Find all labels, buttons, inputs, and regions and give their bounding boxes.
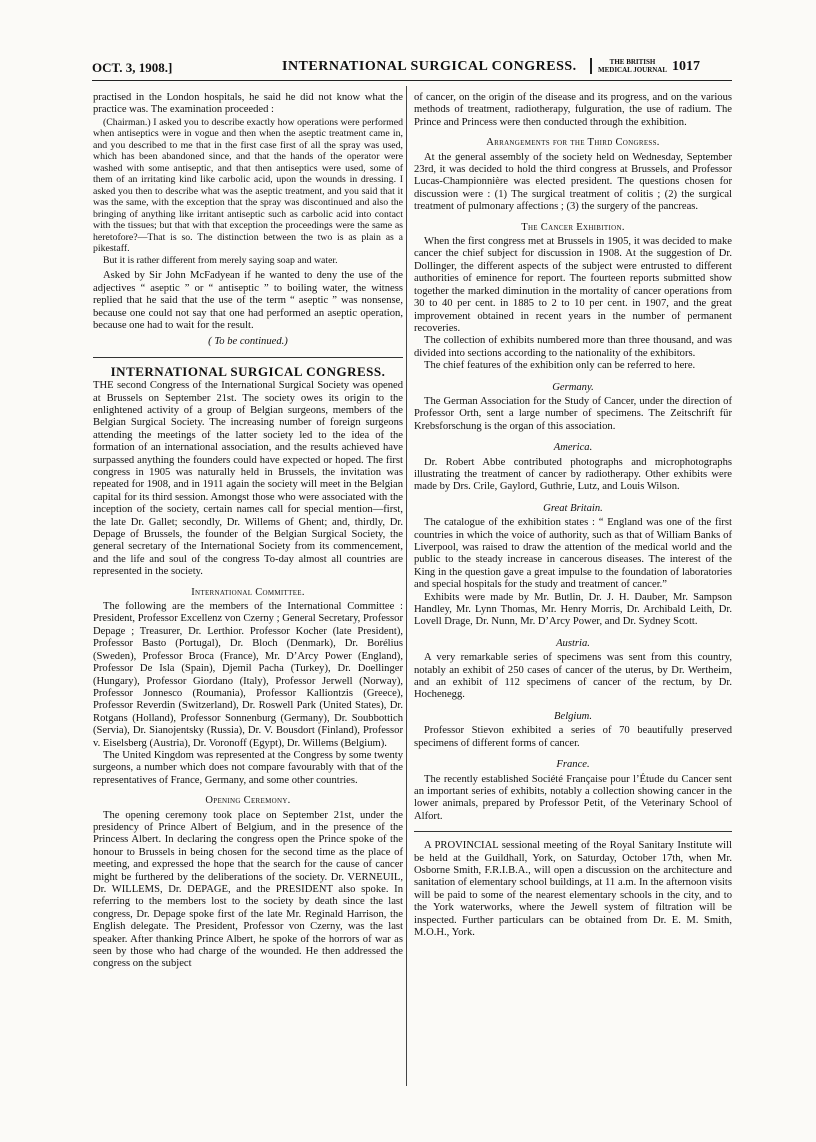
left-column <box>93 92 403 971</box>
paragraph: The collection of exhibits numbered more than three thousand, and was divided into sections according to the nationality of the exhibitors. <box>414 335 732 359</box>
journal-mark-line2: MEDICAL JOURNAL <box>598 66 668 74</box>
paragraph: The catalogue of the exhibition states : “ England was one of the first countries in which the voice of authority, such as that of William Banks of Liverpool, was raised to draw the attention of the medical world and the public to the steady increase in cancerous diseases. The interest of the King in the question gave a great impulse to the foundation of laboratories and special hospitals for the study and treatment of cancer.” <box>414 517 732 591</box>
country-heading: America. <box>553 442 593 454</box>
section-rule <box>93 357 403 358</box>
paragraph: Exhibits were made by Mr. Butlin, Dr. J. H. Dauber, Mr. Sampson Handley, Mr. Lynn Thomas, Mr. Henry Morris, Dr. Archibald Leith, Dr. Lovell Drage, Dr. Nunn, Mr. D’Arcy Power, and Dr. Sydney Scott. <box>414 591 732 628</box>
page-number: 1017 <box>672 59 700 74</box>
subheading: International Committee. <box>191 586 305 598</box>
country-heading: Belgium. <box>554 710 592 722</box>
paragraph: THE second Congress of the International Surgical Society was opened at Brussels on September 21st. The society owes its origin to the enlightened activity of a group of Belgian surgeons, members of the Belgian Surgical Society. The increasing number of foreign surgeons attending the meetings of the latter society led to the idea of the formation of an international association, and the results achieved have surpassed anything the founders could have expected or hoped. The first congress in 1905 was naturally held in Brussels, the invitation was repeated for 1908, and in 1911 again the society will meet in the Belgian capital for its third session. Amongst those who were associated with the inception of the society, certain names call for special mention—first, the late Dr. Gallet; secondly, Dr. Willems of Ghent; and, thirdly, Dr. Depage of Brussels, the founder of the Belgian Surgical Society, the general secretary of the International Society from its commencement, and the life and soul of the congress To-day almost all countries are represented in the society. <box>93 380 403 578</box>
header-rule <box>92 80 732 81</box>
to-be-continued: ( To be continued.) <box>208 336 288 348</box>
right-column <box>414 92 732 939</box>
section-rule <box>414 831 732 832</box>
country-heading: France. <box>556 759 590 771</box>
paragraph: Professor Stievon exhibited a series of 70 beautifully preserved specimens of different forms of cancer. <box>414 725 732 749</box>
country-heading: Great Britain. <box>543 502 603 514</box>
paragraph: The opening ceremony took place on September 21st, under the presidency of Prince Albert of Belgium, and in the presence of the Princess Albert. In declaring the congress open the Prince spoke of the honour to Brussels in being chosen for the second time as the place of meeting, and expressed the hope that the search for the cause of cancer might be furthered by the deliberations of the society. Dr. VERNEUIL, Dr. WILLEMS, Dr. DEPAGE, and the PRESIDENT also spoke. In referring to the members lost to the society by death since the last congress, Dr. Depage spoke first of the late Mr. Reginald Harrison, the English delegate. The President, Professor von Czerny, was the last speaker. After thanking Prince Albert, he spoke of the horrors of war as seen by those who had charge of the wounded. He then addressed the congress on the subject <box>93 809 403 970</box>
notice-paragraph: A PROVINCIAL sessional meeting of the Royal Sanitary Institute will be held at the Guildhall, York, on Saturday, October 17th, when Mr. Osborne Smith, F.R.I.B.A., will open a discussion on the architecture and sanitation of elementary school buildings, at 11 a.m. In the afternoon visits will be paid to some of the nearest elementary schools in the city, and to the York waterworks, where the Jewell system of filtration will be inspected. Further particulars can be obtained from Dr. E. M. Smith, M.O.H., York. <box>414 840 732 938</box>
paragraph: The United Kingdom was represented at the Congress by some twenty surgeons, a number which does not compare favourably with that of the representatives of France, Germany, and some other countries. <box>93 749 403 786</box>
paragraph: Dr. Robert Abbe contributed photographs and microphotographs illustrating the treatment of cancer by radiotherapy. Other exhibits were made by Drs. Crile, Gaylord, Guthrie, Lutz, and Louis Wilson. <box>414 456 732 493</box>
journal-mark <box>590 58 667 74</box>
subheading: Opening Ceremony. <box>205 795 291 807</box>
country-heading: Germany. <box>552 381 594 393</box>
subheading: Arrangements for the Third Congress. <box>486 137 660 149</box>
paragraph: The recently established Société Française pour l’Étude du Cancer sent an important series of exhibits, notably a collection showing cancer in the lower animals, prepared by Professor Petit, of the Veterinary School of Alfort. <box>414 773 732 822</box>
running-title: INTERNATIONAL SURGICAL CONGRESS. <box>282 59 577 74</box>
paragraph: The following are the members of the International Committee : President, Professor Excellenz von Czerny ; General Secretary, Professor Depage ; Treasurer, Dr. Lerthior. Professor Kocher (late President), Professor Basto (Portugal), Dr. Bloch (Denmark), Dr. Borélius (Sweden), Professor Broca (France), Mr. D’Arcy Power (England), Professor De Isla (Spain), Djemil Pacha (Turkey), Dr. Doellinger (Hungary), Professor Giordano (Italy), Professor Jerwell (Norway), Professor Jonnesco (Roumania), Professor Kalliontzis (Greece), Professor Reverdin (Switzerland), Dr. Roswell Park (United States), Dr. Rotgans (Holland), Professor Sonnenburg (Germany), Dr. Soubbottich (Servia), Dr. Sianojentsky (Russia), Dr. V. Bousdort (Finland), Professor v. Eiselsberg (Austria), Dr. Voronoff (Egypt), Dr. Willems (Belgium). <box>93 601 403 749</box>
page-header <box>92 58 732 82</box>
column-divider <box>406 86 407 1086</box>
article-title: INTERNATIONAL SURGICAL CONGRESS. <box>110 363 386 379</box>
paragraph: When the first congress met at Brussels in 1905, it was decided to make cancer the chief subject for discussion in 1908. At the suggestion of Dr. Dollinger, the different aspects of the subject were entrusted to different authorities of eminence for report. The fourteen reports submitted show together the marked diminution in the mortality of cancer operations from 30 to 40 per cent. in 1885 to 2 to 10 per cent. in 1907, and the great improvement obtained in recent years in the number of permanent recoveries. <box>414 236 732 334</box>
paragraph: Asked by Sir John McFadyean if he wanted to deny the use of the adjectives “ aseptic ” or “ antiseptic ” to boiling water, the witness replied that he said that the use of the term “ aseptic ” was nonsense, because one could not say that one had performed an aseptic operation, because one had to wait for the result. <box>93 270 403 331</box>
paragraph: At the general assembly of the society held on Wednesday, September 23rd, it was decided to hold the third congress at Brussels, and Professor Lucas-Championnière was elected president. The questions chosen for discussion were : (1) The surgical treatment of colitis ; (2) the surgical treatment of pulmonary affections ; (3) the surgery of the pancreas. <box>414 151 732 213</box>
paragraph: But it is rather different from merely saying soap and water. <box>103 254 338 266</box>
issue-date: OCT. 3, 1908.] <box>92 60 173 75</box>
paragraph: The chief features of the exhibition only can be referred to here. <box>424 360 696 372</box>
country-heading: Austria. <box>556 637 590 649</box>
paragraph: of cancer, on the origin of the disease and its progress, and on the various methods of treatment, radiotherapy, fulguration, the use of radium. The Prince and Princess were then conducted through the exhibition. <box>414 92 732 128</box>
paragraph: A very remarkable series of specimens was sent from this country, notably an exhibit of 250 cases of cancer of the uterus, by Dr. Wertheim, and an exhibit of 112 specimens of cancer of the rectum, by Dr. Hochenegg. <box>414 652 732 701</box>
testimony-quote: (Chairman.) I asked you to describe exactly how operations were performed when antiseptics were in vogue and then when the aseptic treatment came in, and you described to me that in the first case first of all the spray was used, which has been abandoned since, and that the hands of the operator were washed with some antiseptic, and that then antiseptics were used, some of them of an irritating kind like carbolic acid, upon the wounds in dressing. I asked you then to describe what was the aseptic treatment, and you said that it was the same, with the exception that the spray was discontinued and also the bringing of anything like irritant antiseptic such as carbolic acid into contact with the tissues; but that with that exception the proceedings were the same as heretofore?—That is so. The distinction between the two is as plain as a pikestaff. <box>93 116 403 255</box>
paragraph: practised in the London hospitals, he said he did not know what the practice was. The examination proceeded : <box>93 92 403 116</box>
subheading: The Cancer Exhibition. <box>521 221 625 233</box>
paragraph: The German Association for the Study of Cancer, under the direction of Professor Orth, sent a large number of specimens. The Zeitschrift für Krebsforschung is the organ of this association. <box>414 395 732 432</box>
journal-mark-line1: THE BRITISH <box>609 58 656 66</box>
